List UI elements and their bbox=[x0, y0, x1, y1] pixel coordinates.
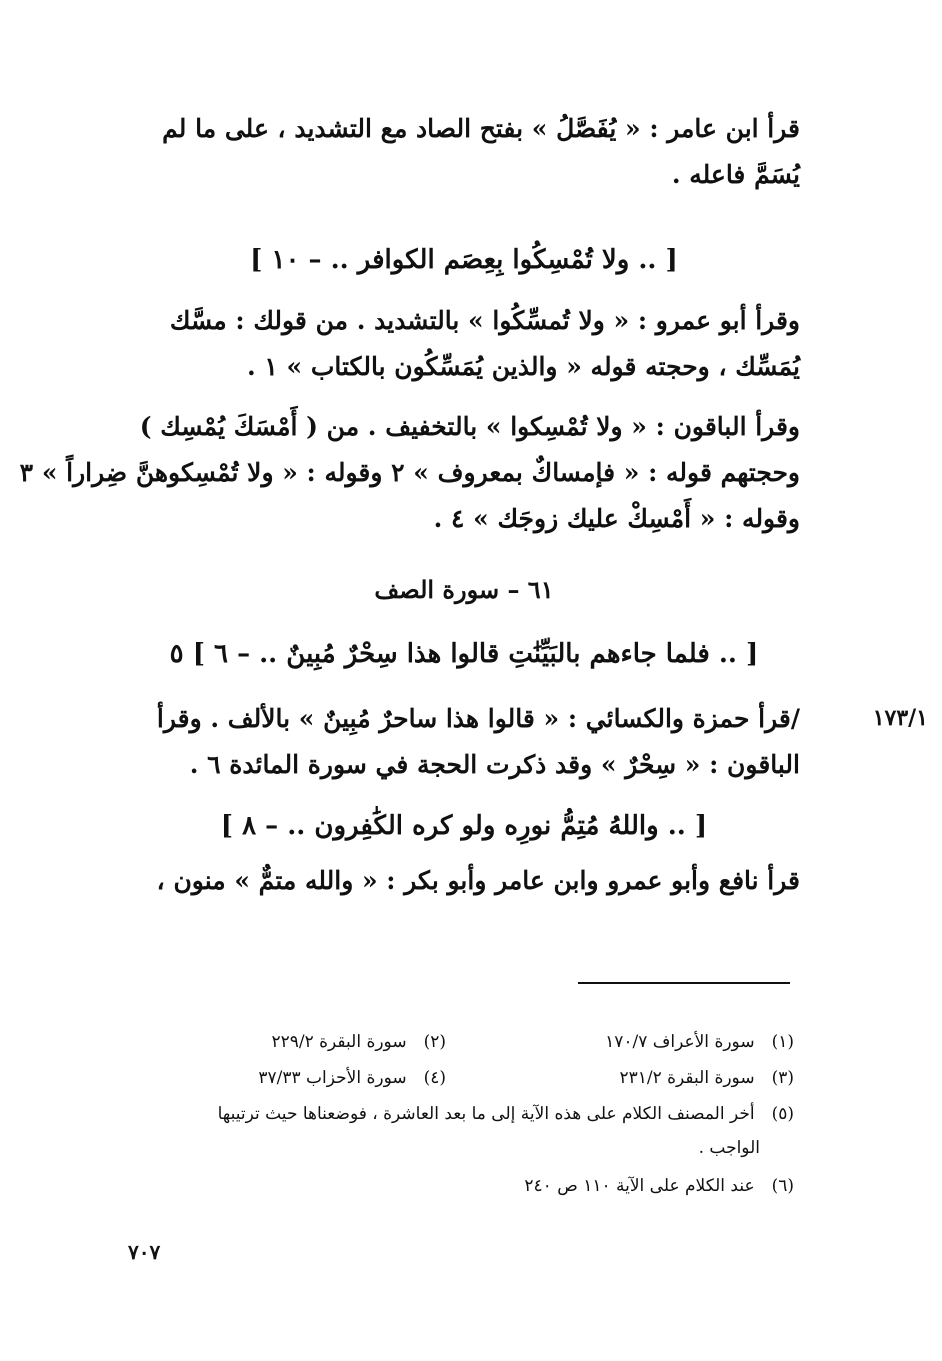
footnote-text: سورة الأعراف ١٧٠/٧ bbox=[605, 1032, 755, 1052]
footnote-text: الواجب . bbox=[698, 1138, 760, 1158]
footnote-3 bbox=[619, 1064, 794, 1092]
footnote-number: (٤) bbox=[423, 1068, 446, 1088]
text-line: /قرأ حمزة والكسائي : « قالوا هذا ساحرٌ مُبِينٌ » بالألف . وقرأ bbox=[156, 704, 800, 733]
text-line: الباقون : « سِحْرٌ » وقد ذكرت الحجة في سورة المائدة ٦ . bbox=[189, 750, 800, 779]
footnote-text: عند الكلام على الآية ١١٠ ص ٢٤٠ bbox=[524, 1176, 755, 1196]
text-line: وقرأ الباقون : « ولا تُمْسِكوا » بالتخفيف . من ( أَمْسَكَ يُمْسِك ) bbox=[139, 412, 800, 441]
text-line: وحجتهم قوله : « فإمساكٌ بمعروف » ٢ وقوله : « ولا تُمْسِكوهنَّ ضِراراً » ٣ bbox=[19, 458, 800, 487]
footnote-divider bbox=[578, 982, 790, 984]
text-line: قرأ ابن عامر : « يُفَصَّلُ » بفتح الصاد مع التشديد ، على ما لم bbox=[162, 114, 800, 143]
paragraph-abu-amr bbox=[128, 298, 800, 390]
paragraph-ibn-amir bbox=[128, 106, 800, 198]
text-line: وقرأ أبو عمرو : « ولا تُمسِّكُوا » بالتشديد . من قولك : مسَّك bbox=[169, 306, 800, 335]
text-line: يُمَسِّك ، وحجته قوله « والذين يُمَسِّكُون بالكتاب » ١ . bbox=[246, 352, 800, 381]
verse-heading: [ .. فلما جاءهم بالبَيِّنَٰتِ قالوا هذا سِحْرٌ مُبِينٌ .. – ٦ ] ٥ bbox=[169, 639, 759, 669]
paragraph-hamza bbox=[128, 696, 800, 788]
footnote-1 bbox=[605, 1028, 794, 1056]
footnote-number: (٥) bbox=[771, 1104, 794, 1124]
footnote-5-continued bbox=[699, 1134, 760, 1162]
paragraph-nafi bbox=[128, 858, 800, 904]
text-line: وقوله : « أَمْسِكْ عليك زوجَك » ٤ . bbox=[433, 504, 800, 533]
text-line: قرأ نافع وأبو عمرو وابن عامر وأبو بكر : « والله متمٌّ » منون ، bbox=[156, 866, 800, 895]
verse-heading: [ .. ولا تُمْسِكُوا بِعِصَم الكوافر .. – ١٠ ] bbox=[250, 245, 678, 275]
footnote-text: سورة البقرة ٢٢٩/٢ bbox=[271, 1032, 407, 1052]
footnote-text: أخر المصنف الكلام على هذه الآية إلى ما بعد العاشرة ، فوضعناها حيث ترتيبها bbox=[217, 1104, 755, 1124]
footnote-number: (٢) bbox=[423, 1032, 446, 1052]
footnote-text: سورة الأحزاب ٣٧/٣٣ bbox=[258, 1068, 407, 1088]
footnote-4 bbox=[258, 1064, 446, 1092]
paragraph-others bbox=[19, 404, 800, 542]
verse-heading: [ .. واللهُ مُتِمُّ نورِه ولو كره الكَٰفِرون .. – ٨ ] bbox=[220, 811, 708, 841]
footnote-number: (٣) bbox=[771, 1068, 794, 1088]
page-number: ٧٠٧ bbox=[128, 1240, 161, 1264]
footnote-text: سورة البقرة ٢٣١/٢ bbox=[619, 1068, 755, 1088]
footnote-6 bbox=[524, 1172, 794, 1200]
margin-reference: ١٧٣/١ bbox=[872, 705, 928, 731]
footnote-2 bbox=[271, 1028, 446, 1056]
surah-heading: ٦١ – سورة الصف bbox=[374, 575, 554, 604]
footnote-number: (١) bbox=[771, 1032, 794, 1052]
footnote-5 bbox=[218, 1100, 794, 1128]
footnote-number: (٦) bbox=[771, 1176, 794, 1196]
text-line: يُسَمَّ فاعله . bbox=[671, 160, 800, 189]
